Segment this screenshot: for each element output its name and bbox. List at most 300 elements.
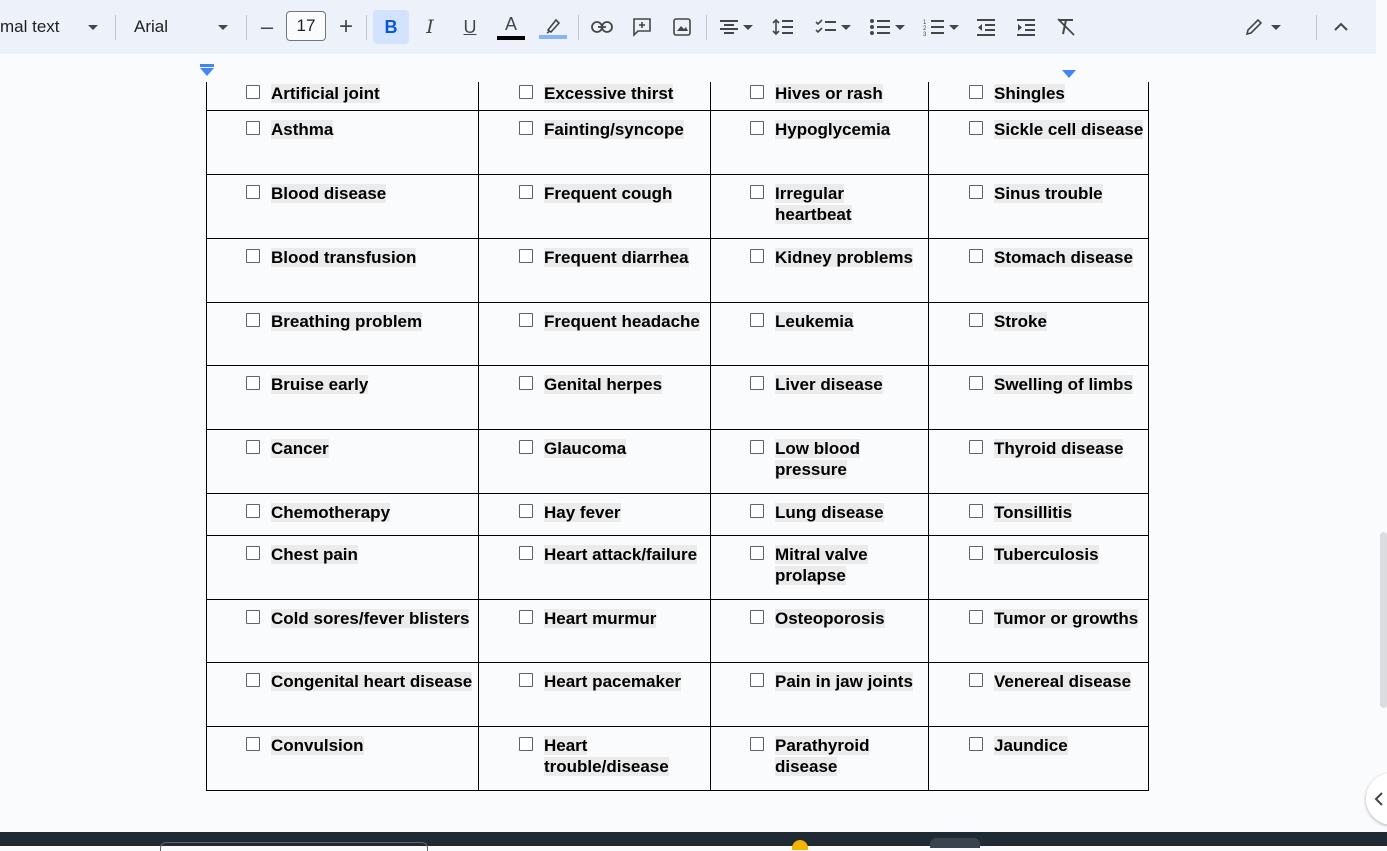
condition-label (775, 247, 913, 268)
checkbox[interactable] (246, 85, 260, 99)
table-row (207, 111, 1149, 175)
table-cell[interactable] (711, 303, 929, 366)
checkbox[interactable] (750, 546, 764, 560)
formatting-toolbar (0, 0, 1376, 54)
table-cell[interactable] (711, 366, 929, 430)
condition-label (271, 502, 390, 523)
table-cell[interactable] (711, 663, 929, 727)
condition-label (544, 608, 656, 629)
increase-indent-button[interactable] (1010, 0, 1042, 54)
insert-image-button[interactable] (666, 0, 698, 54)
table-cell[interactable] (207, 727, 479, 791)
table-cell[interactable] (711, 536, 929, 600)
condition-text: Glaucoma (544, 439, 627, 458)
checkbox[interactable] (969, 673, 983, 687)
condition-text: Hay fever (544, 503, 621, 522)
table-cell[interactable] (929, 239, 1149, 303)
table-cell[interactable] (479, 430, 711, 494)
table-row (207, 239, 1149, 303)
checklist-item (519, 502, 706, 523)
checklist-item (750, 735, 924, 777)
checklist-item (750, 502, 924, 523)
increase-font-size-button[interactable]: + (338, 13, 353, 40)
table-cell[interactable] (207, 430, 479, 494)
checklist-item (246, 311, 474, 332)
checklist-item (969, 119, 1144, 140)
condition-text: Liver disease (775, 375, 883, 394)
checklist-item (969, 438, 1144, 459)
checkbox[interactable] (519, 546, 533, 560)
condition-text: Chemotherapy (271, 503, 391, 522)
table-cell[interactable] (929, 303, 1149, 366)
table-cell[interactable] (929, 663, 1149, 727)
checkbox[interactable] (750, 440, 764, 454)
document-page (0, 82, 1376, 832)
table-cell[interactable] (711, 175, 929, 239)
taskbar-app-icon[interactable] (930, 838, 980, 848)
checkbox[interactable] (969, 249, 983, 263)
checkbox[interactable] (519, 85, 533, 99)
condition-text: Artificial joint (271, 84, 380, 103)
condition-label (775, 374, 883, 395)
checklist-item (246, 83, 474, 104)
condition-label (271, 119, 333, 140)
condition-label (271, 438, 329, 459)
condition-text: Kidney problems (775, 248, 913, 267)
comment-icon (632, 17, 652, 37)
chevron-left-icon (1374, 792, 1384, 806)
table-cell[interactable] (711, 239, 929, 303)
table-cell[interactable] (207, 663, 479, 727)
editing-mode-button[interactable] (1236, 0, 1290, 54)
checkbox[interactable] (519, 121, 533, 135)
checklist-item (969, 374, 1144, 395)
condition-text: Asthma (271, 120, 334, 139)
condition-label (544, 247, 689, 268)
checkbox[interactable] (246, 313, 260, 327)
checkbox[interactable] (750, 313, 764, 327)
condition-text: Thyroid disease (994, 439, 1124, 458)
condition-label (544, 735, 706, 777)
condition-label (994, 671, 1131, 692)
table-cell[interactable] (929, 111, 1149, 175)
table-cell[interactable] (479, 494, 711, 536)
chevron-down-icon (949, 25, 959, 30)
decrease-indent-icon (976, 18, 996, 36)
condition-label (271, 735, 364, 756)
decrease-font-size-button[interactable]: – (260, 14, 274, 39)
condition-label (994, 438, 1123, 459)
condition-text: Tumor or growths (994, 609, 1139, 628)
checklist-item (519, 608, 706, 629)
table-cell[interactable] (711, 430, 929, 494)
scrollbar-thumb[interactable] (1380, 532, 1387, 708)
checkbox[interactable] (750, 610, 764, 624)
checklist-item (519, 438, 706, 459)
condition-text: Excessive thirst (544, 84, 674, 103)
highlight-color-button[interactable] (536, 0, 570, 54)
condition-text: Heart attack/failure (544, 545, 698, 564)
condition-label (544, 671, 681, 692)
condition-label (994, 374, 1133, 395)
table-cell[interactable] (929, 175, 1149, 239)
checklist-item (750, 247, 924, 268)
table-row (207, 536, 1149, 600)
scrollbar-track[interactable] (1376, 54, 1387, 832)
chevron-up-icon (1334, 22, 1348, 32)
table-row (207, 494, 1149, 536)
checklist-item (519, 119, 706, 140)
checkbox[interactable] (519, 610, 533, 624)
toolbar-divider (1316, 15, 1317, 40)
checklist-item (246, 374, 474, 395)
pencil-icon (1245, 18, 1263, 36)
bold-button[interactable] (373, 10, 409, 44)
checkbox[interactable] (246, 121, 260, 135)
checkbox[interactable] (246, 610, 260, 624)
checklist-item (246, 247, 474, 268)
condition-label (994, 544, 1099, 565)
hide-menus-button[interactable] (1326, 0, 1356, 54)
condition-text: Osteoporosis (775, 609, 885, 628)
checkbox[interactable] (969, 737, 983, 751)
checkbox[interactable] (969, 546, 983, 560)
bulleted-list-button[interactable] (864, 0, 910, 54)
checkbox[interactable] (246, 546, 260, 560)
condition-label (775, 119, 890, 140)
checklist-item (750, 183, 924, 225)
condition-text: Lung disease (775, 503, 884, 522)
checklist-item (750, 374, 924, 395)
condition-text: Stomach disease (994, 248, 1133, 267)
checkbox[interactable] (519, 249, 533, 263)
condition-text: Breathing problem (271, 312, 423, 331)
condition-label (271, 247, 416, 268)
condition-text: Leukemia (775, 312, 854, 331)
condition-text: Venereal disease (994, 672, 1132, 691)
chevron-down-icon (895, 25, 905, 30)
condition-text: Frequent headache (544, 312, 700, 331)
checklist-item (750, 544, 924, 586)
italic-button[interactable] (414, 0, 446, 54)
condition-label (994, 247, 1133, 268)
table-cell[interactable] (479, 536, 711, 600)
checklist-item (246, 735, 474, 756)
condition-text: Heart trouble/disease (544, 736, 669, 776)
table-cell[interactable] (929, 727, 1149, 791)
insert-link-button[interactable] (586, 0, 618, 54)
table-cell[interactable] (929, 536, 1149, 600)
checkbox[interactable] (969, 185, 983, 199)
condition-text: Hypoglycemia (775, 120, 891, 139)
table-cell[interactable] (479, 82, 711, 111)
table-cell[interactable] (207, 111, 479, 175)
condition-label (775, 311, 853, 332)
checklist-icon (815, 18, 837, 36)
table-cell[interactable] (207, 239, 479, 303)
checkbox[interactable] (519, 673, 533, 687)
condition-text: Parathyroid disease (775, 736, 870, 776)
table-row (207, 303, 1149, 366)
condition-text: Cancer (271, 439, 329, 458)
condition-text: Heart pacemaker (544, 672, 682, 691)
toolbar-divider (115, 15, 116, 40)
increase-indent-icon (1016, 18, 1036, 36)
checklist-item (246, 544, 474, 565)
table-cell[interactable] (479, 303, 711, 366)
condition-label (544, 83, 673, 104)
condition-text: Hives or rash (775, 84, 883, 103)
checkbox[interactable] (246, 673, 260, 687)
numbered-list-button[interactable] (918, 0, 964, 54)
checkbox[interactable] (969, 376, 983, 390)
checkbox[interactable] (969, 313, 983, 327)
checklist-item (750, 311, 924, 332)
condition-label (271, 183, 386, 204)
clear-formatting-icon (1056, 18, 1076, 36)
table-cell[interactable] (929, 430, 1149, 494)
table-cell[interactable] (929, 366, 1149, 430)
checkbox[interactable] (969, 610, 983, 624)
checklist-item (519, 671, 706, 692)
taskbar-app-icon[interactable] (792, 840, 808, 850)
toolbar-divider (578, 15, 579, 40)
paragraph-style-select[interactable] (0, 0, 108, 54)
checkbox[interactable] (750, 249, 764, 263)
ruler (0, 54, 1376, 83)
chevron-down-icon (743, 25, 753, 30)
right-indent-marker[interactable] (1062, 70, 1076, 78)
table-cell[interactable] (929, 600, 1149, 663)
checkbox[interactable] (750, 673, 764, 687)
decrease-indent-button[interactable] (970, 0, 1002, 54)
table-cell[interactable] (479, 663, 711, 727)
checkbox[interactable] (750, 737, 764, 751)
condition-text: Low blood pressure (775, 439, 860, 479)
text-color-swatch (497, 36, 525, 40)
checklist-item (750, 119, 924, 140)
table-row (207, 175, 1149, 239)
medical-history-table (206, 82, 1149, 791)
highlight-color-swatch (539, 35, 567, 39)
checkbox[interactable] (969, 85, 983, 99)
table-cell[interactable] (207, 175, 479, 239)
table-row (207, 663, 1149, 727)
condition-label (775, 608, 885, 629)
checkbox[interactable] (246, 737, 260, 751)
condition-text: Blood transfusion (271, 248, 417, 267)
svg-text:1: 1 (923, 20, 927, 26)
condition-label (994, 83, 1065, 104)
checklist-item (519, 83, 706, 104)
toolbar-divider (366, 15, 367, 40)
font-size-input[interactable]: 17 (286, 11, 326, 41)
condition-label (271, 671, 472, 692)
checkbox[interactable] (519, 185, 533, 199)
checklist-item (519, 247, 706, 268)
checkbox[interactable] (519, 737, 533, 751)
condition-text: Irregular heartbeat (775, 184, 852, 224)
checklist-item (519, 735, 706, 777)
condition-text: Tonsillitis (994, 503, 1073, 522)
condition-text: Convulsion (271, 736, 364, 755)
checkbox[interactable] (246, 185, 260, 199)
condition-label (544, 502, 621, 523)
bulleted-list-icon (869, 18, 891, 36)
checkbox[interactable] (519, 504, 533, 518)
checklist-item (750, 438, 924, 480)
line-spacing-button[interactable] (766, 0, 800, 54)
condition-text: Sinus trouble (994, 184, 1103, 203)
checkbox[interactable] (969, 440, 983, 454)
table-row (207, 366, 1149, 430)
checklist-item (246, 119, 474, 140)
chevron-down-icon (841, 25, 851, 30)
table-cell[interactable] (479, 111, 711, 175)
condition-label (271, 83, 380, 104)
condition-label (994, 502, 1072, 523)
underline-icon: U (463, 16, 477, 37)
condition-text: Genital herpes (544, 375, 663, 394)
checklist-item (969, 671, 1144, 692)
table-cell[interactable] (479, 175, 711, 239)
checklist-item (519, 183, 706, 204)
condition-label (775, 735, 924, 777)
condition-label (994, 119, 1143, 140)
condition-label (775, 438, 924, 480)
checklist-item (246, 183, 474, 204)
checklist-item (969, 544, 1144, 565)
add-comment-button[interactable] (626, 0, 658, 54)
checklist-item (969, 735, 1144, 756)
condition-label (775, 183, 924, 225)
checklist-item (969, 83, 1144, 104)
table-cell[interactable] (479, 366, 711, 430)
text-color-button[interactable] (494, 0, 528, 54)
table-cell[interactable] (207, 494, 479, 536)
table-cell[interactable] (479, 600, 711, 663)
checklist-item (750, 608, 924, 629)
condition-label (994, 735, 1068, 756)
table-cell[interactable] (711, 82, 929, 111)
condition-label (544, 544, 697, 565)
condition-label (271, 608, 469, 629)
checkbox[interactable] (750, 504, 764, 518)
condition-label (544, 311, 700, 332)
table-cell[interactable] (711, 600, 929, 663)
checklist-item (246, 608, 474, 629)
condition-text: Chest pain (271, 545, 358, 564)
condition-text: Frequent diarrhea (544, 248, 689, 267)
condition-label (544, 374, 662, 395)
checkbox[interactable] (519, 376, 533, 390)
checkbox[interactable] (246, 376, 260, 390)
checkbox[interactable] (246, 504, 260, 518)
numbered-list-icon (923, 18, 945, 36)
table-cell[interactable] (479, 239, 711, 303)
condition-text: Fainting/syncope (544, 120, 684, 139)
condition-label (544, 438, 626, 459)
checkbox[interactable] (750, 85, 764, 99)
checklist-item (246, 502, 474, 523)
checkbox[interactable] (519, 313, 533, 327)
condition-label (271, 544, 358, 565)
condition-label (775, 502, 884, 523)
checkbox[interactable] (750, 121, 764, 135)
taskbar-search[interactable] (160, 842, 428, 851)
image-icon (673, 18, 691, 36)
condition-text: Sickle cell disease (994, 120, 1144, 139)
condition-text: Stroke (994, 312, 1047, 331)
condition-label (544, 119, 684, 140)
chevron-down-icon (88, 25, 98, 30)
svg-text:2: 2 (923, 26, 927, 32)
condition-text: Congenital heart disease (271, 672, 473, 691)
checklist-item (969, 502, 1144, 523)
condition-label (994, 608, 1138, 629)
checklist-item (519, 544, 706, 565)
condition-text: Cold sores/fever blisters (271, 609, 470, 628)
condition-text: Bruise early (271, 375, 369, 394)
checkbox[interactable] (969, 504, 983, 518)
checkbox[interactable] (750, 185, 764, 199)
svg-text:3: 3 (923, 32, 927, 36)
table-cell[interactable] (929, 82, 1149, 111)
checkbox[interactable] (246, 249, 260, 263)
table-row (207, 727, 1149, 791)
table-cell[interactable] (207, 82, 479, 111)
condition-label (271, 311, 422, 332)
table-cell[interactable] (207, 536, 479, 600)
underline-button[interactable] (454, 0, 486, 54)
checkbox[interactable] (969, 121, 983, 135)
table-cell[interactable] (711, 111, 929, 175)
checklist-item (969, 608, 1144, 629)
checkbox[interactable] (750, 376, 764, 390)
condition-text: Jaundice (994, 736, 1068, 755)
table-cell[interactable] (711, 727, 929, 791)
table-cell[interactable] (207, 600, 479, 663)
condition-text: Tuberculosis (994, 545, 1099, 564)
condition-label (994, 311, 1047, 332)
checkbox[interactable] (519, 440, 533, 454)
table-cell[interactable] (929, 494, 1149, 536)
font-select[interactable] (124, 0, 238, 54)
paragraph-style-label: mal text (0, 17, 60, 36)
checklist-button[interactable] (810, 0, 856, 54)
condition-label (994, 183, 1103, 204)
condition-text: Heart murmur (544, 609, 657, 628)
table-cell[interactable] (207, 303, 479, 366)
table-cell[interactable] (479, 727, 711, 791)
link-icon (591, 20, 613, 34)
italic-icon: I (426, 16, 434, 38)
clear-formatting-button[interactable] (1050, 0, 1082, 54)
toolbar-divider (706, 15, 707, 40)
checkbox[interactable] (246, 440, 260, 454)
checklist-item (969, 183, 1144, 204)
checklist-item (519, 311, 706, 332)
line-spacing-icon (772, 18, 794, 36)
align-button[interactable] (714, 0, 758, 54)
highlighter-icon (544, 16, 562, 34)
condition-text: Mitral valve prolapse (775, 545, 868, 585)
left-indent-marker[interactable] (200, 68, 214, 76)
table-cell[interactable] (711, 494, 929, 536)
checklist-item (246, 438, 474, 459)
table-cell[interactable] (207, 366, 479, 430)
chevron-down-icon (1271, 25, 1281, 30)
